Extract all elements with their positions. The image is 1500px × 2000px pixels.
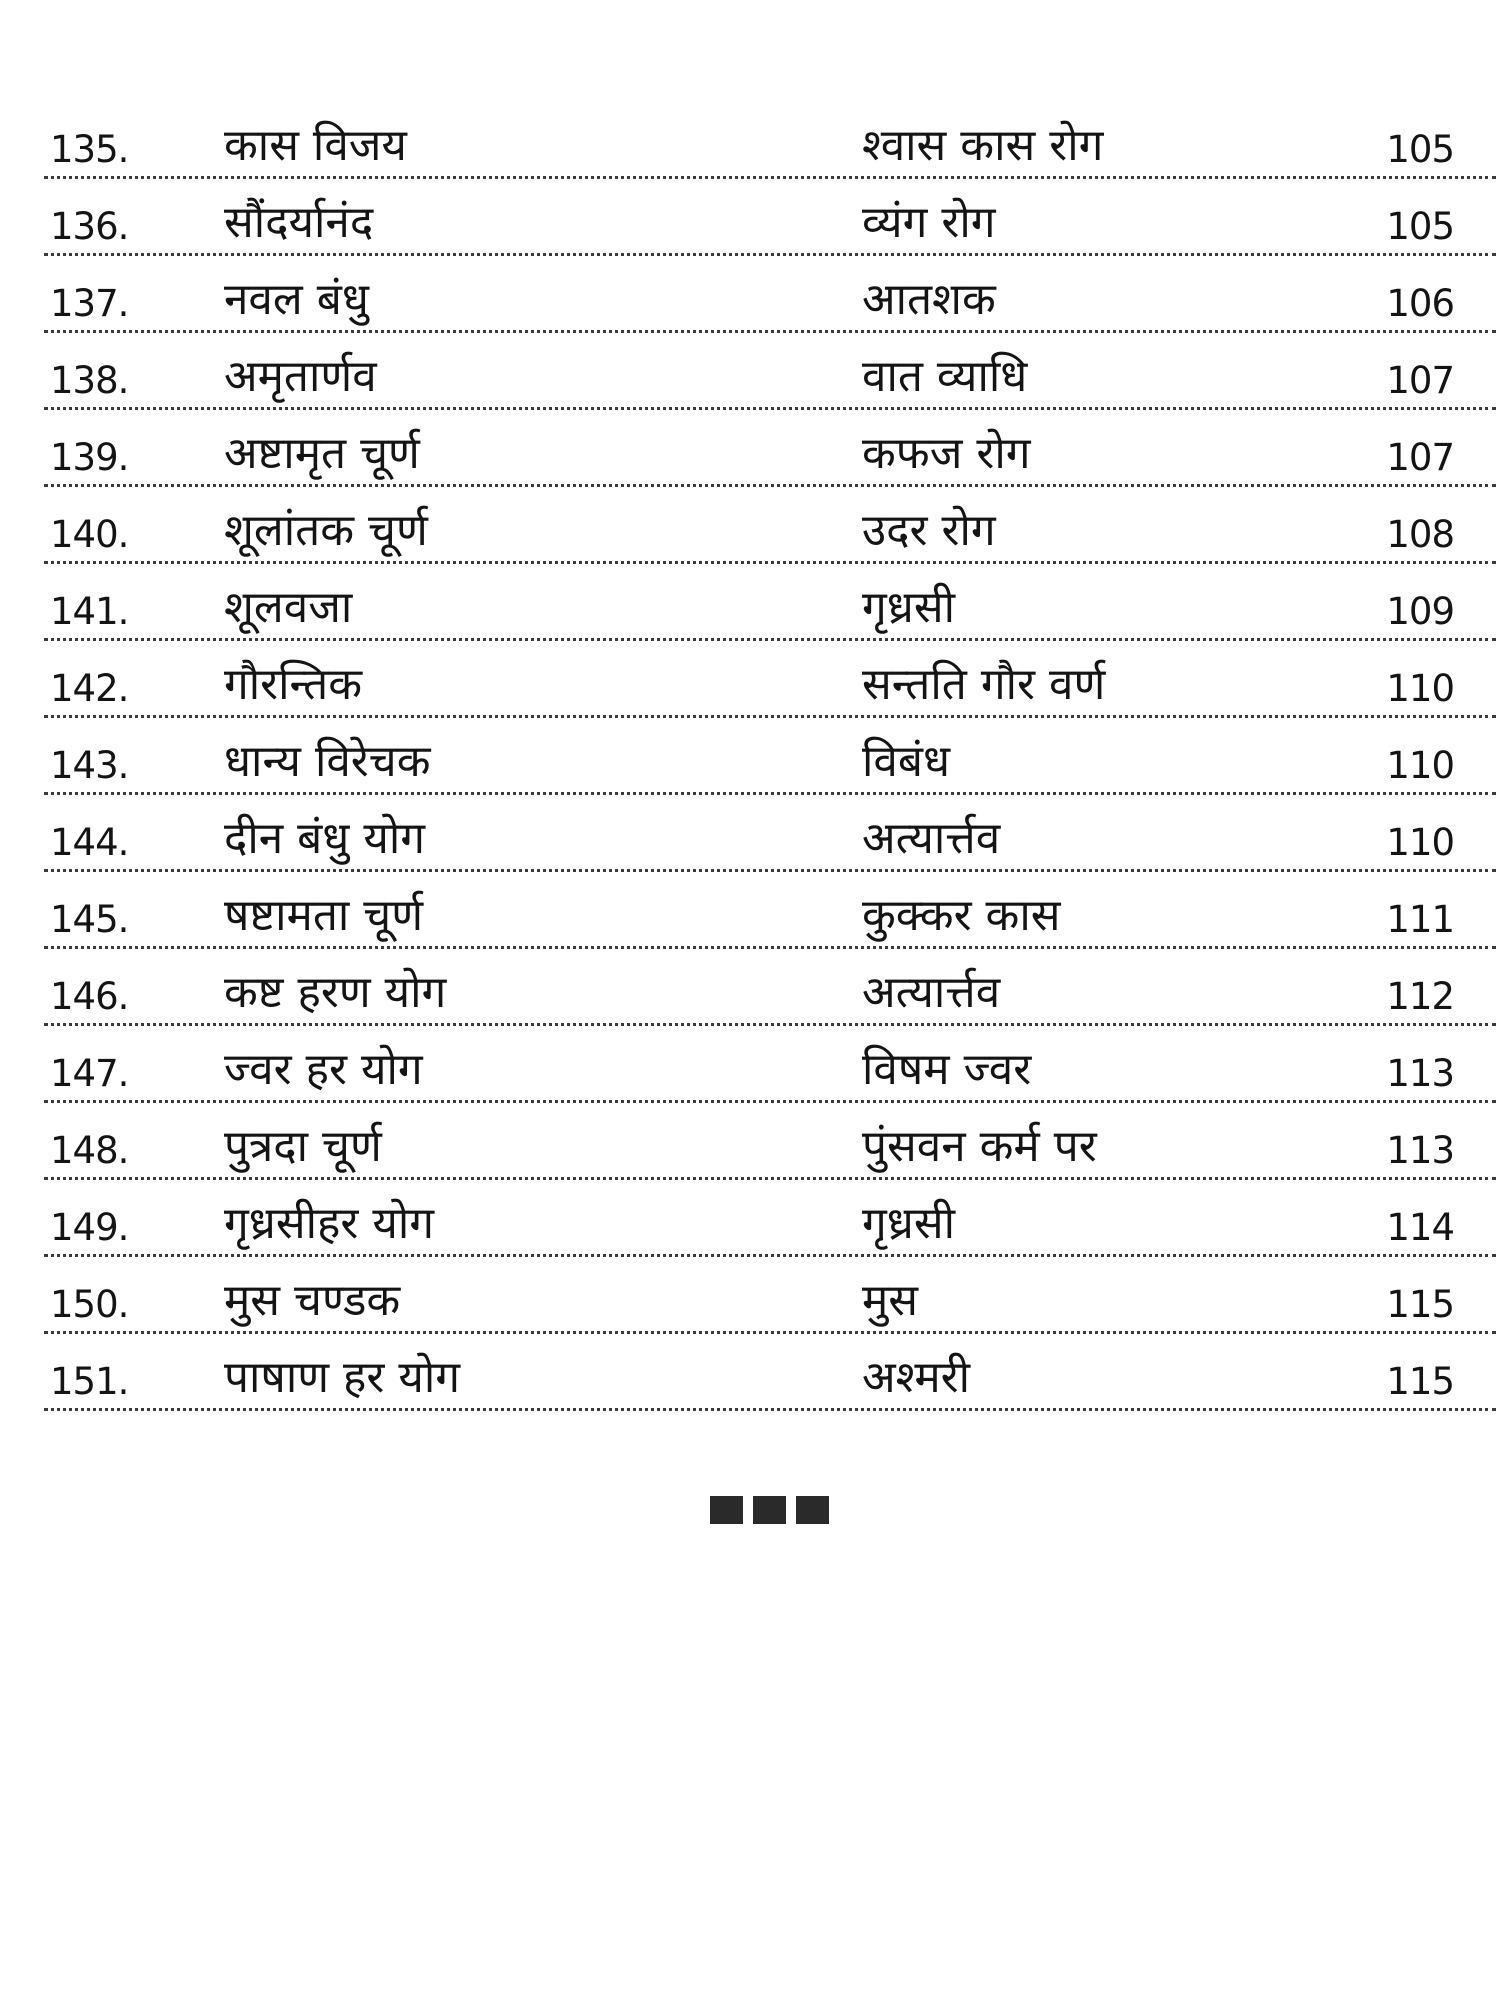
entry-number: 138. — [50, 359, 129, 402]
toc-row — [44, 872, 1496, 949]
entry-name: ज्वर हर योग — [224, 1044, 423, 1095]
entry-indication: कफज रोग — [862, 428, 1031, 479]
entry-number: 147. — [50, 1052, 129, 1095]
entry-page: 114 — [1386, 1206, 1454, 1249]
toc-row — [44, 949, 1496, 1026]
entry-name: षष्टामता चूर्ण — [224, 890, 424, 941]
entry-name: अष्टामृत चूर्ण — [224, 428, 420, 479]
entry-page: 105 — [1386, 128, 1454, 171]
entry-name: पुत्रदा चूर्ण — [224, 1121, 382, 1172]
entry-indication: आतशक — [862, 274, 996, 325]
entry-number: 151. — [50, 1360, 129, 1403]
entry-page: 115 — [1386, 1360, 1454, 1403]
entry-indication: अत्यार्त्तव — [862, 967, 1001, 1018]
entry-indication: गृध्रसी — [862, 582, 955, 633]
entry-page: 115 — [1386, 1283, 1454, 1326]
entry-number: 141. — [50, 590, 129, 633]
entry-indication: श्वास कास रोग — [862, 120, 1104, 171]
entry-number: 143. — [50, 744, 129, 787]
entry-indication: वात व्याधि — [862, 351, 1028, 402]
entry-number: 148. — [50, 1129, 129, 1172]
toc-row — [44, 256, 1496, 333]
toc-row — [44, 564, 1496, 641]
entry-name: कास विजय — [224, 120, 407, 171]
entry-name: शूलवजा — [224, 582, 353, 633]
toc-row — [44, 410, 1496, 487]
end-mark-square-icon — [710, 1496, 743, 1524]
entry-number: 140. — [50, 513, 129, 556]
entry-number: 145. — [50, 898, 129, 941]
entry-name: पाषाण हर योग — [224, 1352, 461, 1403]
end-mark-square-icon — [796, 1496, 829, 1524]
toc-row — [44, 1103, 1496, 1180]
entry-name: मुस चण्डक — [224, 1275, 401, 1326]
entry-page: 113 — [1386, 1052, 1454, 1095]
entry-page: 107 — [1386, 359, 1454, 402]
end-of-section-mark — [710, 1496, 829, 1524]
entry-indication: गृध्रसी — [862, 1198, 955, 1249]
entry-number: 144. — [50, 821, 129, 864]
entry-name: शूलांतक चूर्ण — [224, 505, 428, 556]
entry-name: कष्ट हरण योग — [224, 967, 447, 1018]
entry-name: गृध्रसीहर योग — [224, 1198, 435, 1249]
toc-row — [44, 641, 1496, 718]
entry-page: 110 — [1386, 667, 1454, 710]
entry-indication: व्यंग रोग — [862, 197, 996, 248]
toc-row — [44, 1257, 1496, 1334]
entry-number: 137. — [50, 282, 129, 325]
entry-page: 108 — [1386, 513, 1454, 556]
entry-indication: पुंसवन कर्म पर — [862, 1121, 1097, 1172]
entry-page: 105 — [1386, 205, 1454, 248]
entry-indication: मुस — [862, 1275, 919, 1326]
entry-page: 106 — [1386, 282, 1454, 325]
entry-number: 135. — [50, 128, 129, 171]
entry-indication: सन्तति गौर वर्ण — [862, 659, 1106, 710]
entry-indication: विबंध — [862, 736, 951, 787]
entry-indication: अश्मरी — [862, 1352, 971, 1403]
entry-number: 146. — [50, 975, 129, 1018]
entry-page: 110 — [1386, 821, 1454, 864]
toc-row — [44, 179, 1496, 256]
entry-indication: उदर रोग — [862, 505, 996, 556]
entry-page: 109 — [1386, 590, 1454, 633]
end-mark-square-icon — [753, 1496, 786, 1524]
toc-row — [44, 1334, 1496, 1411]
table-of-contents — [44, 102, 1496, 1411]
entry-name: दीन बंधु योग — [224, 813, 426, 864]
entry-indication: अत्यार्त्तव — [862, 813, 1001, 864]
toc-row — [44, 487, 1496, 564]
entry-indication: कुक्कर कास — [862, 890, 1061, 941]
toc-row — [44, 1180, 1496, 1257]
toc-row — [44, 718, 1496, 795]
entry-name: सौंदर्यानंद — [224, 197, 374, 248]
entry-indication: विषम ज्वर — [862, 1044, 1032, 1095]
entry-number: 149. — [50, 1206, 129, 1249]
entry-name: नवल बंधु — [224, 274, 369, 325]
entry-number: 150. — [50, 1283, 129, 1326]
entry-number: 142. — [50, 667, 129, 710]
toc-row — [44, 1026, 1496, 1103]
entry-name: गौरन्तिक — [224, 659, 362, 710]
entry-page: 110 — [1386, 744, 1454, 787]
toc-row — [44, 333, 1496, 410]
entry-name: अमृतार्णव — [224, 351, 377, 402]
toc-row — [44, 102, 1496, 179]
entry-page: 113 — [1386, 1129, 1454, 1172]
entry-number: 139. — [50, 436, 129, 479]
entry-page: 107 — [1386, 436, 1454, 479]
entry-name: धान्य विरेचक — [224, 736, 431, 787]
entry-number: 136. — [50, 205, 129, 248]
toc-row — [44, 795, 1496, 872]
entry-page: 111 — [1386, 898, 1454, 941]
entry-page: 112 — [1386, 975, 1454, 1018]
